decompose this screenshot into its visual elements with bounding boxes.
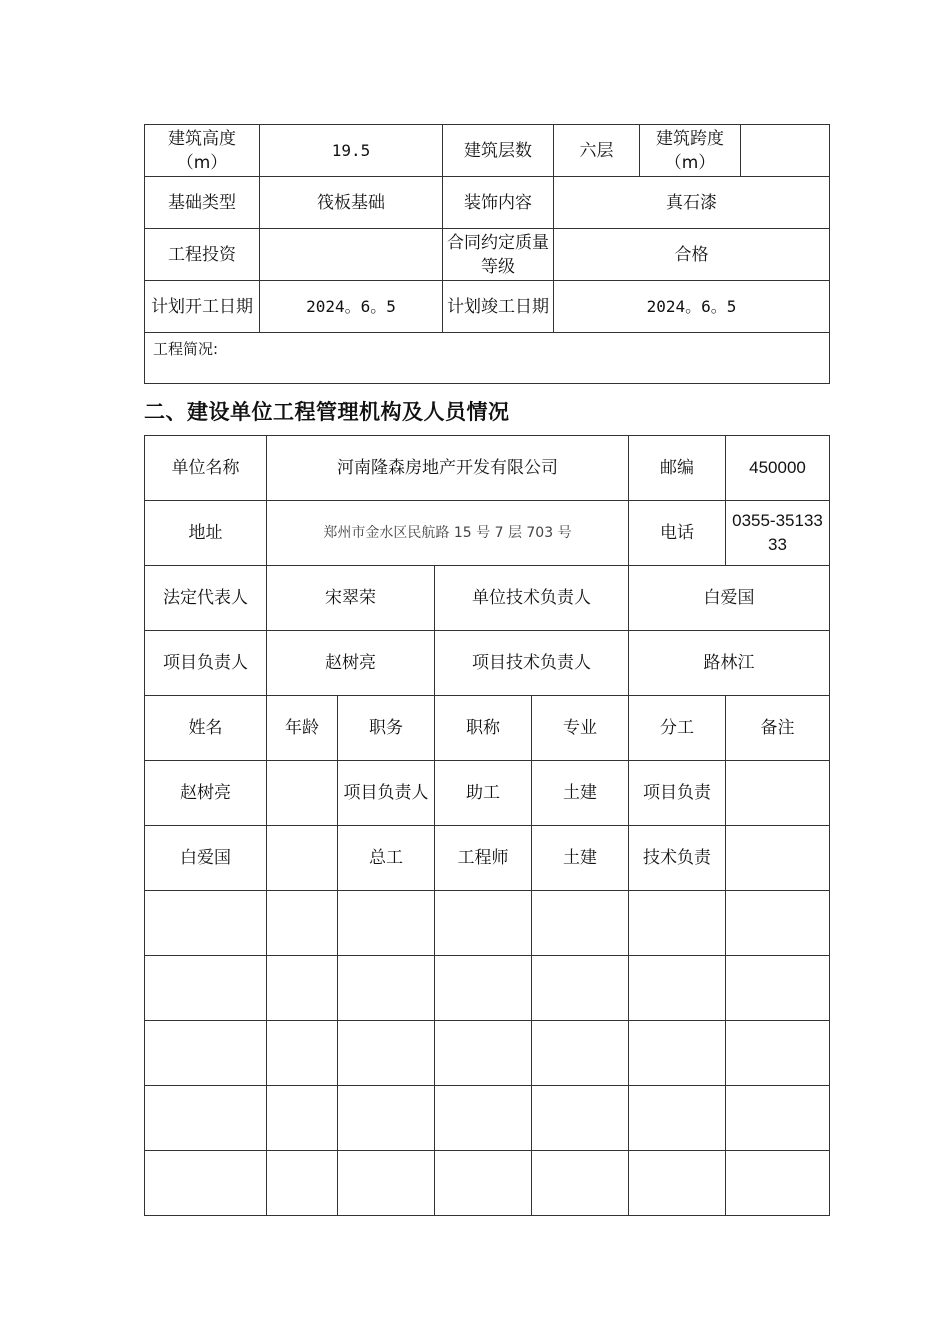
table-cell: 总工 — [338, 826, 435, 891]
table-cell — [726, 1086, 830, 1151]
table-cell — [726, 1151, 830, 1216]
table-row — [145, 436, 830, 501]
tech-lead-label: 单位技术负责人 — [435, 566, 629, 631]
table-cell — [726, 891, 830, 956]
table-row — [145, 1021, 830, 1086]
table-cell — [267, 891, 338, 956]
unit-name-value: 河南隆森房地产开发有限公司 — [267, 436, 629, 501]
column-header: 职务 — [338, 696, 435, 761]
table-cell — [629, 1021, 726, 1086]
decoration-value: 真石漆 — [554, 177, 830, 229]
unit-name-label: 单位名称 — [145, 436, 267, 501]
table-cell — [532, 891, 629, 956]
height-label: 建筑高度（m） — [145, 125, 260, 177]
floors-value: 六层 — [554, 125, 640, 177]
table-cell — [145, 1151, 267, 1216]
table-cell — [629, 1086, 726, 1151]
table-row — [145, 631, 830, 696]
column-header: 年龄 — [267, 696, 338, 761]
table-cell — [338, 1086, 435, 1151]
foundation-value: 筏板基础 — [260, 177, 443, 229]
table-cell — [267, 1086, 338, 1151]
table-cell: 土建 — [532, 761, 629, 826]
table-row — [145, 891, 830, 956]
start-date-value: 2024。6。5 — [260, 281, 443, 333]
column-header: 姓名 — [145, 696, 267, 761]
decoration-label: 装饰内容 — [443, 177, 554, 229]
table-cell: 赵树亮 — [145, 761, 267, 826]
project-tech-label: 项目技术负责人 — [435, 631, 629, 696]
table-cell — [532, 956, 629, 1021]
height-value: 19.5 — [260, 125, 443, 177]
table-cell — [145, 1021, 267, 1086]
table-cell — [532, 1151, 629, 1216]
tech-lead-value: 白爱国 — [629, 566, 830, 631]
phone-value: 0355-3513333 — [726, 501, 830, 566]
table-row — [145, 1151, 830, 1216]
table-cell — [267, 826, 338, 891]
table-row — [145, 229, 830, 281]
postcode-value: 450000 — [726, 436, 830, 501]
table-cell — [435, 1021, 532, 1086]
postcode-label: 邮编 — [629, 436, 726, 501]
table-cell: 工程师 — [435, 826, 532, 891]
table-cell — [267, 1151, 338, 1216]
legal-rep-label: 法定代表人 — [145, 566, 267, 631]
table-row — [145, 956, 830, 1021]
table-row — [145, 333, 830, 384]
table-cell: 白爱国 — [145, 826, 267, 891]
investment-label: 工程投资 — [145, 229, 260, 281]
table-cell — [629, 891, 726, 956]
table-cell — [532, 1086, 629, 1151]
quality-value: 合格 — [554, 229, 830, 281]
project-info-table — [144, 124, 830, 384]
table-cell: 助工 — [435, 761, 532, 826]
foundation-label: 基础类型 — [145, 177, 260, 229]
table-cell — [726, 1021, 830, 1086]
table-cell — [532, 1021, 629, 1086]
legal-rep-value: 宋翠荣 — [267, 566, 435, 631]
table-row — [145, 566, 830, 631]
table-cell — [267, 956, 338, 1021]
table-cell — [629, 1151, 726, 1216]
phone-label: 电话 — [629, 501, 726, 566]
table-cell — [145, 956, 267, 1021]
table-cell — [267, 1021, 338, 1086]
start-date-label: 计划开工日期 — [145, 281, 260, 333]
table-cell — [435, 1151, 532, 1216]
table-cell — [338, 1021, 435, 1086]
table-cell — [145, 1086, 267, 1151]
column-header-row — [145, 696, 830, 761]
project-lead-label: 项目负责人 — [145, 631, 267, 696]
project-lead-value: 赵树亮 — [267, 631, 435, 696]
table-row — [145, 125, 830, 177]
span-label: 建筑跨度（m） — [640, 125, 741, 177]
column-header: 分工 — [629, 696, 726, 761]
org-table — [144, 435, 830, 1216]
project-notes: 工程简况: — [145, 333, 830, 384]
table-cell: 土建 — [532, 826, 629, 891]
table-cell — [726, 761, 830, 826]
span-value — [741, 125, 830, 177]
address-label: 地址 — [145, 501, 267, 566]
address-value: 郑州市金水区民航路 15 号 7 层 703 号 — [267, 501, 629, 566]
column-header: 专业 — [532, 696, 629, 761]
table-cell: 项目负责 — [629, 761, 726, 826]
table-cell — [267, 761, 338, 826]
table-cell — [629, 956, 726, 1021]
table-row — [145, 501, 830, 566]
quality-label: 合同约定质量等级 — [443, 229, 554, 281]
project-tech-value: 路林江 — [629, 631, 830, 696]
table-cell: 技术负责 — [629, 826, 726, 891]
table-cell: 项目负责人 — [338, 761, 435, 826]
table-row — [145, 281, 830, 333]
table-cell — [338, 1151, 435, 1216]
section-heading: 二、建设单位工程管理机构及人员情况 — [144, 400, 510, 424]
column-header: 职称 — [435, 696, 532, 761]
floors-label: 建筑层数 — [443, 125, 554, 177]
table-cell — [145, 891, 267, 956]
table-cell — [435, 1086, 532, 1151]
finish-date-label: 计划竣工日期 — [443, 281, 554, 333]
table-cell — [435, 891, 532, 956]
finish-date-value: 2024。6。5 — [554, 281, 830, 333]
table-row — [145, 761, 830, 826]
table-row — [145, 1086, 830, 1151]
table-cell — [726, 956, 830, 1021]
table-row — [145, 826, 830, 891]
investment-value — [260, 229, 443, 281]
table-cell — [338, 891, 435, 956]
table-cell — [435, 956, 532, 1021]
table-cell — [726, 826, 830, 891]
table-cell — [338, 956, 435, 1021]
table-row — [145, 177, 830, 229]
column-header: 备注 — [726, 696, 830, 761]
